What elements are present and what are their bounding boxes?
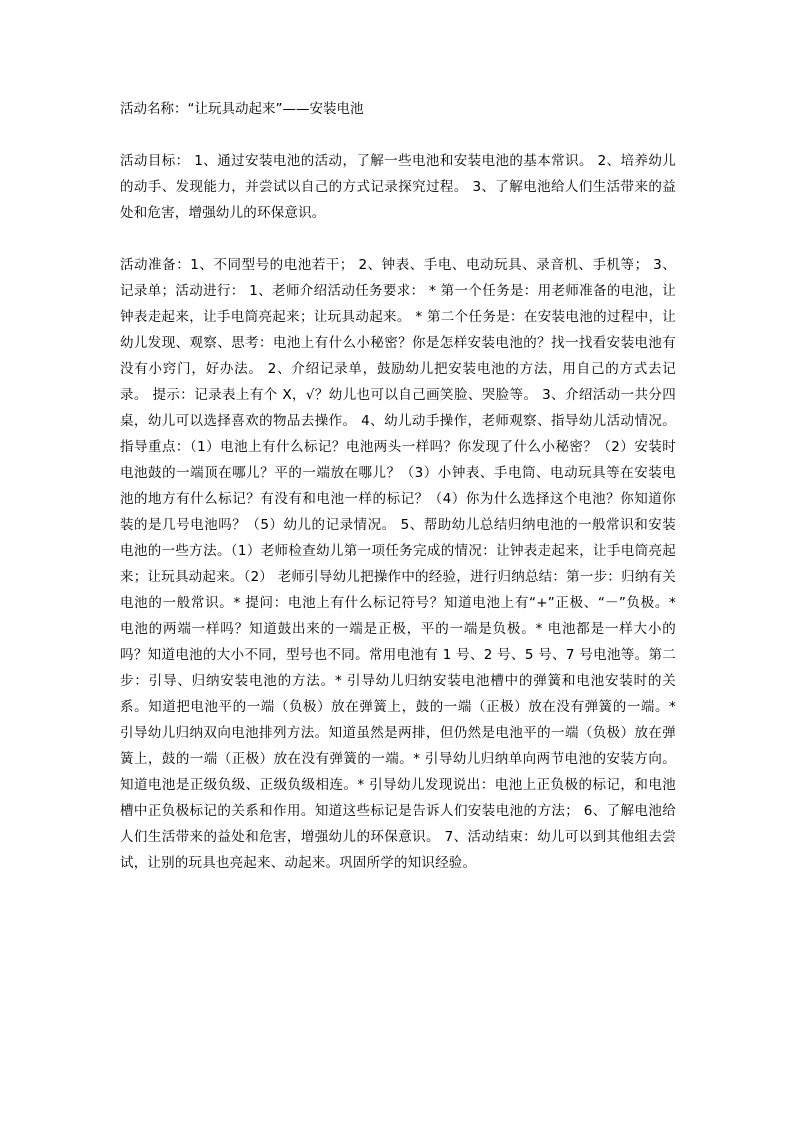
activity-title: 活动名称：“让玩具动起来”——安装电池 [120, 101, 364, 117]
activity-prep-paragraph: 活动准备：1、不同型号的电池若干； 2、钟表、手电、电动玩具、录音机、手机等； 3、 记录单；活动进行： 1、老师介绍活动任务要求： * 第一个任务是：用老师准备的电池，让钟表走起来，让手电筒亮起来；让玩具动起来。 * 第二个任务是：在安装电池的过程中，让幼儿发现、观察、思考：电池上有什么小秘密？你是怎样安装电池的？找一找看安装电池有没有小窍门，好办法。 2、介绍记录单，鼓励幼儿把安装电池的方法，用自己的方式去记录。 提示：记录表上有个 X，√？幼儿也可以自己画笑脸、哭脸等。 3、介绍活动一共分四桌，幼儿可以选择喜欢的物品去操作。 4、幼儿动手操作，老师观察、指导幼儿活动情况。指导重点：（1）电池上有什么标记？电池两头一样吗？你发现了什么小秘密？（2）安装时电池鼓的一端顶在哪儿？平的一端放在哪儿？（3）小钟表、手电筒、电动玩具等在安装电池的地方有什么标记？有没有和电池一样的标记？（4）你为什么选择这个电池？你知道你装的是几号电池吗？（5）幼儿的记录情况。 5、帮助幼儿总结归纳电池的一般常识和安装电池的一些方法。（1）老师检查幼儿第一项任务完成的情况：让钟表走起来，让手电筒亮起来；让玩具动起来。（2） 老师引导幼儿把操作中的经验，进行归纳总结：第一步：归纳有关电池的一般常识。* 提问：电池上有什么标记符号？知道电池上有“+”正极、“－”负极。* 电池的两端一样吗？知道鼓出来的一端是正极，平的一端是负极。* 电池都是一样大小的吗？知道电池的大小不同，型号也不同。常用电池有 1 号、2 号、5 号、7 号电池等。第二步：引导、归纳安装电池的方法。* 引导幼儿归纳安装电池槽中的弹簧和电池安装时的关系。知道把电池平的一端（负极）放在弹簧上，鼓的一端（正极）放在没有弹簧的一端。* 引导幼儿归纳双向电池排列方法。知道虽然是两排，但仍然是电池平的一端（负极）放在弹簧上，鼓的一端（正极）放在没有弹簧的一端。* 引导幼儿归纳单向两节电池的安装方向。知道电池是正级负级、正级负级相连。* 引导幼儿发现说出：电池上正负极的标记，和电池槽中正负极标记的关系和作用。知道这些标记是告诉人们安装电池的方法； 6、了解电池给人们生活带来的益处和危害，增强幼儿的环保意识。 7、活动结束：幼儿可以到其他组去尝试，让别的玩具也亮起来、动起来。巩固所学的知识经验。 [120, 257, 676, 871]
blank-line [120, 226, 676, 252]
document-page [120, 96, 676, 876]
blank-line [120, 122, 676, 148]
activity-goal-paragraph: 活动目标： 1、通过安装电池的活动，了解一些电池和安装电池的基本常识。 2、培养幼儿的动手、发现能力，并尝试以自己的方式记录探究过程。 3、了解电池给人们生活带来的益处和危害，增强幼儿的环保意识。 [120, 153, 676, 221]
